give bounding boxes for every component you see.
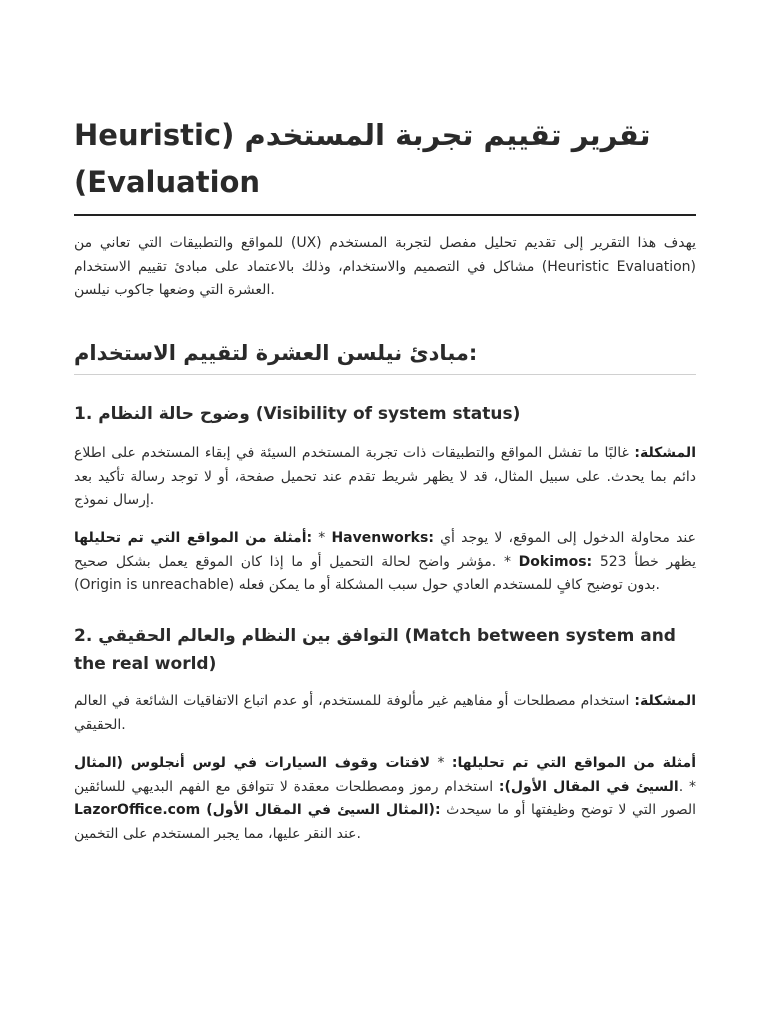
- principles-divider: [74, 374, 696, 375]
- document-title: تقرير تقييم تجربة المستخدم (Heuristic Evaluation): [74, 118, 651, 199]
- bullet-marker: *: [683, 778, 697, 795]
- section-examples-real-world-match: [74, 752, 696, 846]
- example-site-name: LazorOffice.com (المثال السيئ في المقال الأول):: [74, 802, 441, 818]
- example-site-name: Dokimos:: [518, 553, 593, 570]
- example-site-name: لافتات وقوف السيارات في لوس أنجلوس (المثال السيئ في المقال الأول):: [74, 755, 679, 795]
- example-description: الصور التي لا توضح وظيفتها أو ما سيحدث عند النقر عليها، مما يجبر المستخدم على التخمين.: [74, 802, 696, 842]
- section-problem-real-world-match: [74, 690, 696, 737]
- section-heading-visibility: 1. وضوح حالة النظام (Visibility of system status): [74, 404, 521, 424]
- section-heading-real-world-match: 2. التوافق بين النظام والعالم الحقيقي (Match between system and the real world): [74, 626, 676, 674]
- bullet-marker: *: [430, 755, 452, 771]
- problem-text: غالبًا ما تفشل المواقع والتطبيقات ذات تجربة المستخدم السيئة في إبقاء المستخدم على اطلاع دائم بما يحدث. على سبيل المثال، قد لا يظهر شريط تقدم عند تحميل صفحة، أو لا توجد رسالة تأكيد بعد إرسال نموذج.: [74, 445, 696, 508]
- section-problem-visibility: [74, 442, 696, 513]
- example-description: عند محاولة الدخول إلى الموقع، لا يوجد أي مؤشر واضح لحالة التحميل أو ما إذا كان الموقع يعمل بشكل صحيح.: [74, 530, 697, 570]
- section-examples-visibility: [74, 527, 696, 598]
- bullet-marker: *: [496, 553, 519, 570]
- problem-text: استخدام مصطلحات أو مفاهيم غير مألوفة للمستخدم، أو عدم اتباع الاتفاقيات الشائعة في العالم الحقيقي.: [74, 693, 635, 733]
- examples-label: أمثلة من المواقع التي تم تحليلها:: [451, 755, 696, 771]
- problem-label: المشكلة:: [634, 693, 696, 709]
- problem-label: المشكلة:: [634, 445, 696, 461]
- examples-label: أمثلة من المواقع التي تم تحليلها:: [74, 530, 313, 546]
- example-site-name: Havenworks:: [331, 530, 434, 546]
- principles-heading: مبادئ نيلسن العشرة لتقييم الاستخدام:: [74, 341, 478, 365]
- example-description: استخدام رموز ومصطلحات معقدة لا تتوافق مع الفهم البديهي للسائقين.: [74, 778, 684, 795]
- bullet-marker: *: [312, 530, 332, 546]
- title-divider: [74, 214, 696, 216]
- example-description: 523 يظهر خطأ (Origin is unreachable) بدون توضيح كافٍ للمستخدم العادي حول سبب المشكلة أو ما يمكن فعله.: [74, 553, 696, 593]
- intro-paragraph: للمواقع والتطبيقات التي تعاني من (UX) يهدف هذا التقرير إلى تقديم تحليل مفصل لتجربة المستخدم مشاكل في التصميم والاستخدام، وذلك بالاعتماد على مبادئ تقييم الاستخدام (Heuristic Evaluation) العشرة التي وضعها جاكوب نيلسن.: [74, 235, 696, 298]
